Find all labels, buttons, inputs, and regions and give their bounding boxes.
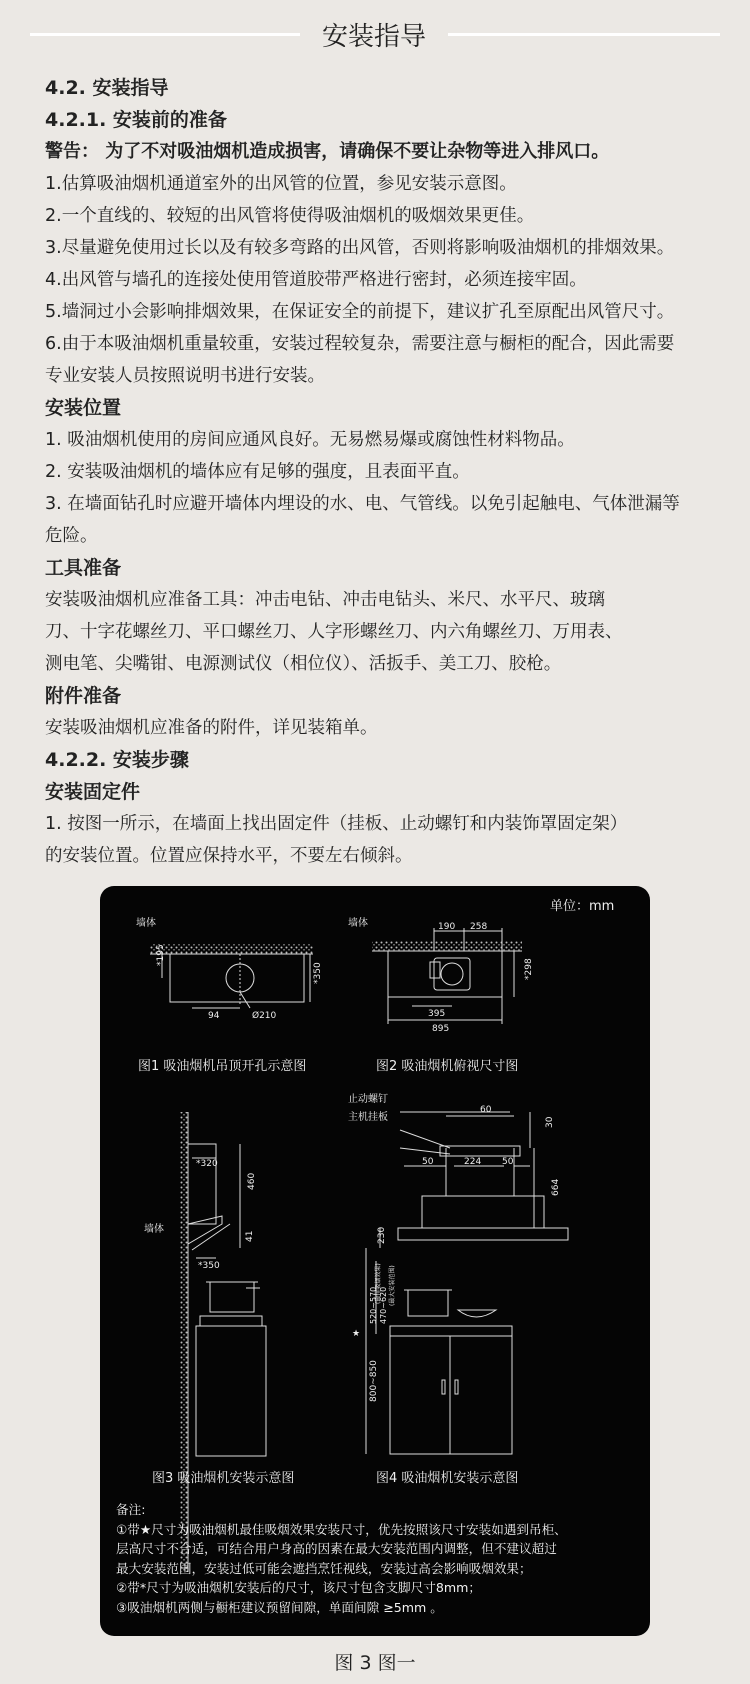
section-heading: 安装固定件 <box>45 781 141 803</box>
fig4-dim-30: 30 <box>545 1116 555 1128</box>
note-line: 层高尺寸不合适，可结合用户身高的因素在最大安装范围内调整，但不建议超过 <box>116 1541 557 1556</box>
paragraph-line: 的安装位置。位置应保持水平，不要左右倾斜。 <box>45 846 413 866</box>
note-line: 最大安装范围，安装过低可能会遮挡烹饪视线，安装过高会影响吸烟效果； <box>116 1560 532 1576</box>
fig3-wall-label: 墙体 <box>144 1224 164 1235</box>
instruction-text <box>45 72 725 872</box>
fig4-best-range: (最佳吸烟效果) <box>375 1263 382 1304</box>
installation-figure <box>100 886 650 1636</box>
note-line: ②带*尺寸为吸油烟机安装后的尺寸，该尺寸包含支脚尺寸8mm； <box>116 1580 481 1595</box>
fig3-dim-320: *320 <box>196 1159 218 1169</box>
paragraph-line: 1.估算吸油烟机通道室外的出风管的位置，参见安装示意图。 <box>45 174 517 194</box>
paragraph-line: 4.出风管与墙孔的连接处使用管道胶带严格进行密封，必须连接牢固。 <box>45 270 587 290</box>
warning-text: 警告： 为了不对吸油烟机造成损害，请确保不要让杂物等进入排风口。 <box>45 141 610 162</box>
fig2-wall-hatch <box>372 941 522 951</box>
fig2-dim-258: 258 <box>470 922 488 932</box>
section-heading: 安装位置 <box>45 397 122 419</box>
paragraph-line: 危险。 <box>45 526 98 546</box>
fig1-dim-195: *195 <box>156 944 166 966</box>
fig4-dim-50-left: 50 <box>422 1157 434 1167</box>
paragraph-line: 刀、十字花螺丝刀、平口螺丝刀、人字形螺丝刀、内六角螺丝刀、万用表、 <box>45 622 623 642</box>
paragraph-line: 3.尽量避免使用过长以及有较多弯路的出风管，否则将影响吸油烟机的排烟效果。 <box>45 238 675 258</box>
fig1-ceiling-hole-diagram <box>150 944 313 1008</box>
fig1-caption: 图1 吸油烟机吊顶开孔示意图 <box>138 1059 307 1074</box>
paragraph-line: 专业安装人员按照说明书进行安装。 <box>45 366 325 386</box>
fig3-dim-350: *350 <box>198 1261 220 1271</box>
section-heading: 4.2. 安装指导 <box>45 77 169 99</box>
section-heading: 4.2.2. 安装步骤 <box>45 749 189 771</box>
fig3-dim-460: 460 <box>247 1172 257 1190</box>
fig4-caption: 图4 吸油烟机安装示意图 <box>376 1471 519 1486</box>
paragraph-line: 3. 在墙面钻孔时应避开墙体内埋设的水、电、气管线。以免引起触电、气体泄漏等 <box>45 494 680 514</box>
note-line: ①带★尺寸为吸油烟机最佳吸烟效果安装尺寸，优先按照该尺寸安装如遇到吊柜、 <box>116 1521 567 1537</box>
section-header <box>0 14 750 54</box>
paragraph-line: 2. 安装吸油烟机的墙体应有足够的强度，且表面平直。 <box>45 462 470 482</box>
fig4-stop-screw-label: 止动螺钉 <box>348 1094 388 1105</box>
page-title: 安装指导 <box>321 22 426 52</box>
paragraph-line: 5.墙洞过小会影响排烟效果，在保证安全的前提下，建议扩孔至原配出风管尺寸。 <box>45 302 675 322</box>
header-divider-right <box>448 33 720 36</box>
paragraph-line: 1. 吸油烟机使用的房间应通风良好。无易燃易爆或腐蚀性材料物品。 <box>45 430 575 450</box>
fig3-dim-41: 41 <box>245 1230 255 1242</box>
fig4-hanger-label: 主机挂板 <box>348 1112 388 1123</box>
fig4-dim-224: 224 <box>464 1157 482 1167</box>
note-line: ③吸油烟机两侧与橱柜建议预留间隙，单面间隙 ≥5mm 。 <box>116 1599 443 1615</box>
fig2-dim-395: 395 <box>428 1009 446 1019</box>
section-heading: 工具准备 <box>45 557 122 579</box>
fig1-wall-hatch <box>150 944 313 954</box>
fig1-dim-350: *350 <box>313 962 323 984</box>
paragraph-line: 2.一个直线的、较短的出风管将使得吸油烟机的吸烟效果更佳。 <box>45 206 535 226</box>
notes-heading: 备注: <box>116 1502 146 1517</box>
fig4-dim-230: 230 <box>377 1226 387 1244</box>
unit-label: 单位：mm <box>550 899 615 914</box>
fig2-dim-190: 190 <box>438 922 456 932</box>
section-heading: 4.2.1. 安装前的准备 <box>45 109 227 131</box>
paragraph-line: 安装吸油烟机应准备工具：冲击电钻、冲击电钻头、米尺、水平尺、玻璃 <box>45 590 605 610</box>
fig4-dim-664: 664 <box>551 1178 561 1196</box>
fig4-star-mark: ★ <box>352 1329 361 1339</box>
header-divider-left <box>30 33 300 36</box>
fig4-dim-470-620: 470~620 <box>379 1286 388 1324</box>
fig2-dim-895: 895 <box>432 1024 450 1034</box>
paragraph-line: 6.由于本吸油烟机重量较重，安装过程较复杂，需要注意与橱柜的配合，因此需要 <box>45 334 675 354</box>
fig1-dim-210: Ø210 <box>252 1011 277 1021</box>
section-heading: 附件准备 <box>45 685 122 707</box>
fig4-dim-520-570: 520~570 <box>369 1286 378 1324</box>
fig2-wall-label: 墙体 <box>348 918 368 929</box>
fig2-caption: 图2 吸油烟机俯视尺寸图 <box>376 1059 519 1074</box>
paragraph-line: 安装吸油烟机应准备的附件，详见装箱单。 <box>45 718 378 738</box>
fig2-dim-298: *298 <box>524 958 534 980</box>
fig4-dim-60: 60 <box>480 1105 492 1115</box>
figure-caption: 图 3 图一 <box>334 1652 416 1674</box>
fig1-dim-94: 94 <box>208 1011 220 1021</box>
fig1-wall-label: 墙体 <box>136 918 156 929</box>
figure-notes <box>116 1500 636 1617</box>
fig2-top-view-diagram <box>372 928 522 1024</box>
fig4-dim-800-850: 800~850 <box>369 1360 379 1402</box>
fig4-dim-50-right: 50 <box>502 1157 514 1167</box>
paragraph-line: 测电笔、尖嘴钳、电源测试仪（相位仪）、活扳手、美工刀、胶枪。 <box>45 654 562 674</box>
fig3-caption: 图3 吸油烟机安装示意图 <box>152 1471 295 1486</box>
fig4-max-range: (最大安装范围) <box>389 1265 396 1306</box>
paragraph-line: 1. 按图一所示，在墙面上找出固定件（挂板、止动螺钉和内装饰罩固定架） <box>45 814 628 834</box>
